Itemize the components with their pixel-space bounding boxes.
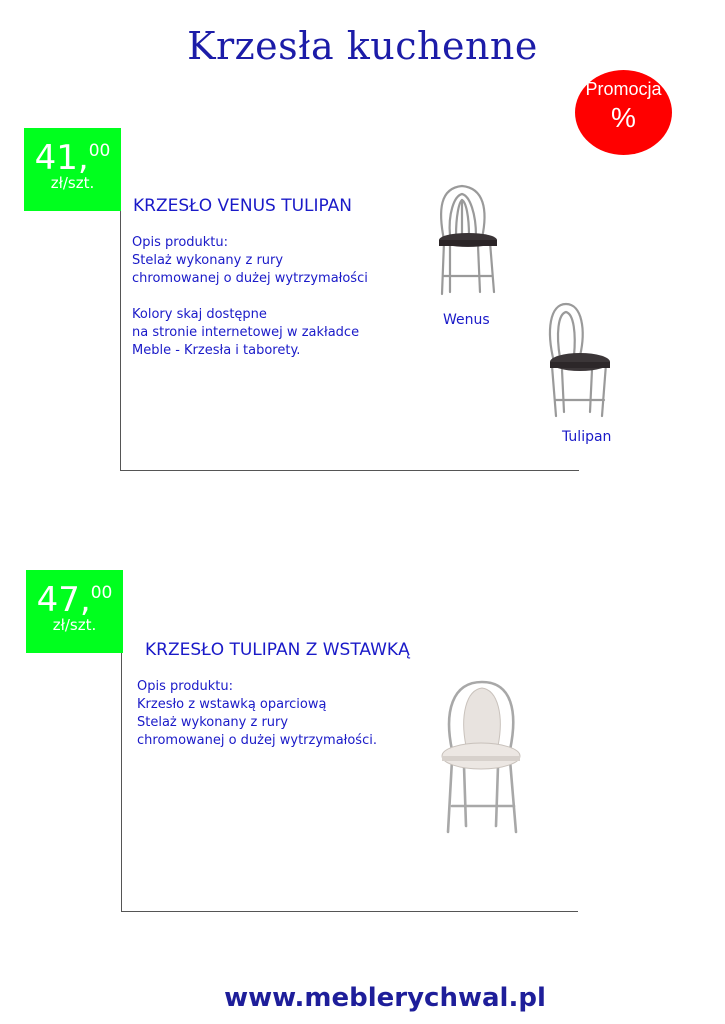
image-caption-wenus: Wenus	[443, 312, 490, 328]
chair-tulipan-insert-image	[430, 672, 530, 840]
footer-url[interactable]: www.meblerychwal.pl	[224, 983, 546, 1013]
page-title: Krzesła kuchenne	[187, 24, 538, 68]
price-unit: zł/szt.	[50, 174, 95, 192]
product-name: KRZESŁO VENUS TULIPAN	[133, 196, 353, 216]
chair-tulipan-image	[536, 300, 620, 424]
frame-bottom	[121, 911, 578, 912]
price-integer: 47,	[36, 580, 91, 620]
price-unit: zł/szt.	[52, 616, 97, 634]
price-tag-tulipan-wstawka	[26, 570, 123, 653]
promo-label: Promocja	[585, 79, 662, 99]
image-caption-tulipan: Tulipan	[562, 429, 612, 445]
promo-badge	[575, 70, 672, 155]
product-description: Opis produktu: Krzesło z wstawką oparciową Stelaż wykonany z rury chromowanej o dużej wytrzymałości.	[137, 679, 377, 748]
frame-left	[121, 653, 122, 912]
product-description: Opis produktu: Stelaż wykonany z rury chromowanej o dużej wytrzymałości Kolory skaj dostępne na stronie internetowej w zakładce Meble - Krzesła i taborety.	[132, 235, 368, 358]
promo-percent: %	[611, 102, 636, 133]
price-decimal: 00	[88, 141, 111, 161]
price-decimal: 00	[90, 583, 113, 603]
frame-bottom	[120, 470, 579, 471]
product-name: KRZESŁO TULIPAN Z WSTAWKĄ	[145, 640, 410, 660]
price-integer: 41,	[34, 138, 89, 178]
price-tag-venus	[24, 128, 121, 211]
chair-venus-image	[426, 180, 506, 300]
frame-left	[120, 211, 121, 471]
